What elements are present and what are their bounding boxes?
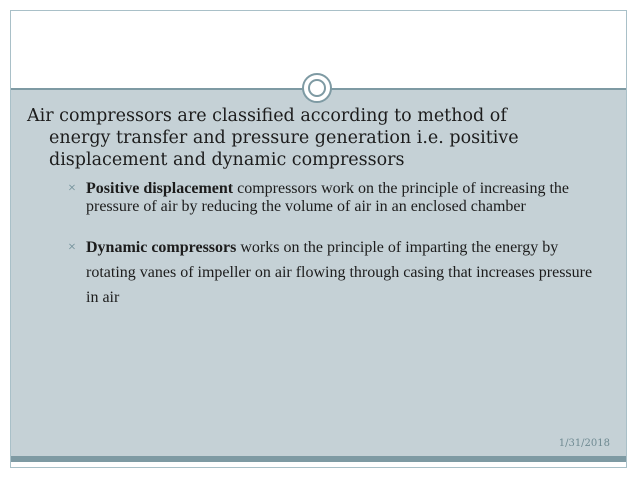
bullet-item xyxy=(68,235,608,310)
circle-ornament-inner xyxy=(308,79,326,97)
bullet-text: compressors work on the principle of increasing the pressure of air by reducing the volume of air in an enclosed chamber xyxy=(86,180,569,215)
bullet-bold-term: Positive displacement xyxy=(86,180,234,197)
main-paragraph xyxy=(27,105,617,171)
main-text-line-3: displacement and dynamic compressors xyxy=(49,150,405,170)
slide-date: 1/31/2018 xyxy=(558,438,610,449)
circle-ornament-icon xyxy=(302,73,332,103)
bullet-bold-term: Dynamic compressors xyxy=(86,239,237,256)
footer-bar xyxy=(11,456,626,462)
bullet-list xyxy=(68,180,608,310)
bullet-text: works on the principle of imparting the energy by rotating vanes of impeller on air flowing through casing that increases pressure in air xyxy=(86,239,593,306)
bullet-marker-icon: × xyxy=(68,181,76,196)
main-text-line-1: Air compressors are classified according to method of xyxy=(27,106,507,126)
bullet-marker-icon: × xyxy=(68,240,76,255)
bullet-item xyxy=(68,180,608,216)
main-text-line-2: energy transfer and pressure generation i.e. positive xyxy=(49,128,519,148)
